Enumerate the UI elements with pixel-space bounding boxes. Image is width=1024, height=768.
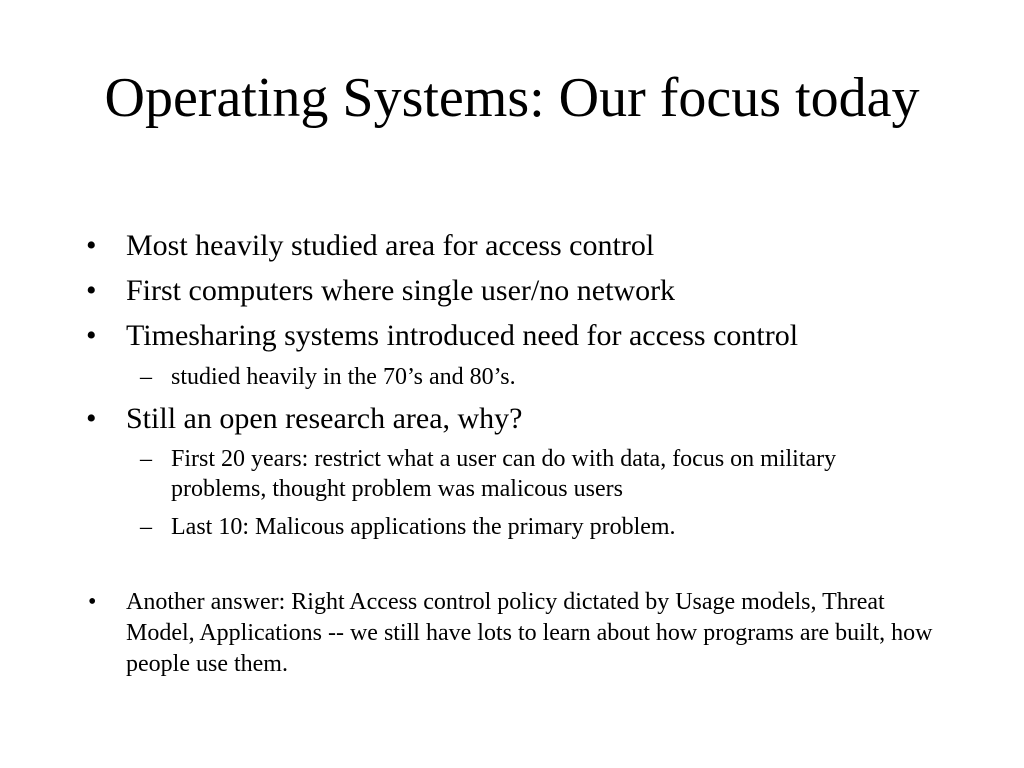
- slide-title: Operating Systems: Our focus today: [104, 67, 920, 129]
- sub-bullet-text: First 20 years: restrict what a user can do with data, focus on military problems, thought problem was malicous users: [171, 446, 837, 502]
- bullet-marker: •: [86, 229, 97, 262]
- bullet-marker: •: [86, 402, 97, 435]
- sub-bullet-text: studied heavily in the 70’s and 80’s.: [171, 364, 516, 390]
- sub-bullet-marker: –: [140, 514, 152, 540]
- bullet-marker: •: [86, 274, 97, 307]
- bullet-marker: •: [86, 319, 97, 352]
- bullet-text: Another answer: Right Access control policy dictated by Usage models, Threat Model, Applications -- we still have lots to learn about how programs are built, how people use them.: [126, 589, 933, 677]
- bullet-text: Timesharing systems introduced need for access control: [126, 319, 799, 352]
- sub-bullet-text: Last 10: Malicous applications the primary problem.: [171, 514, 676, 540]
- sub-bullet-marker: –: [140, 364, 152, 390]
- bullet-text: Most heavily studied area for access control: [126, 229, 655, 262]
- bullet-text: First computers where single user/no network: [126, 274, 676, 307]
- sub-bullet-marker: –: [140, 446, 152, 472]
- bullet-marker: •: [88, 589, 97, 615]
- bullet-text: Still an open research area, why?: [126, 402, 523, 435]
